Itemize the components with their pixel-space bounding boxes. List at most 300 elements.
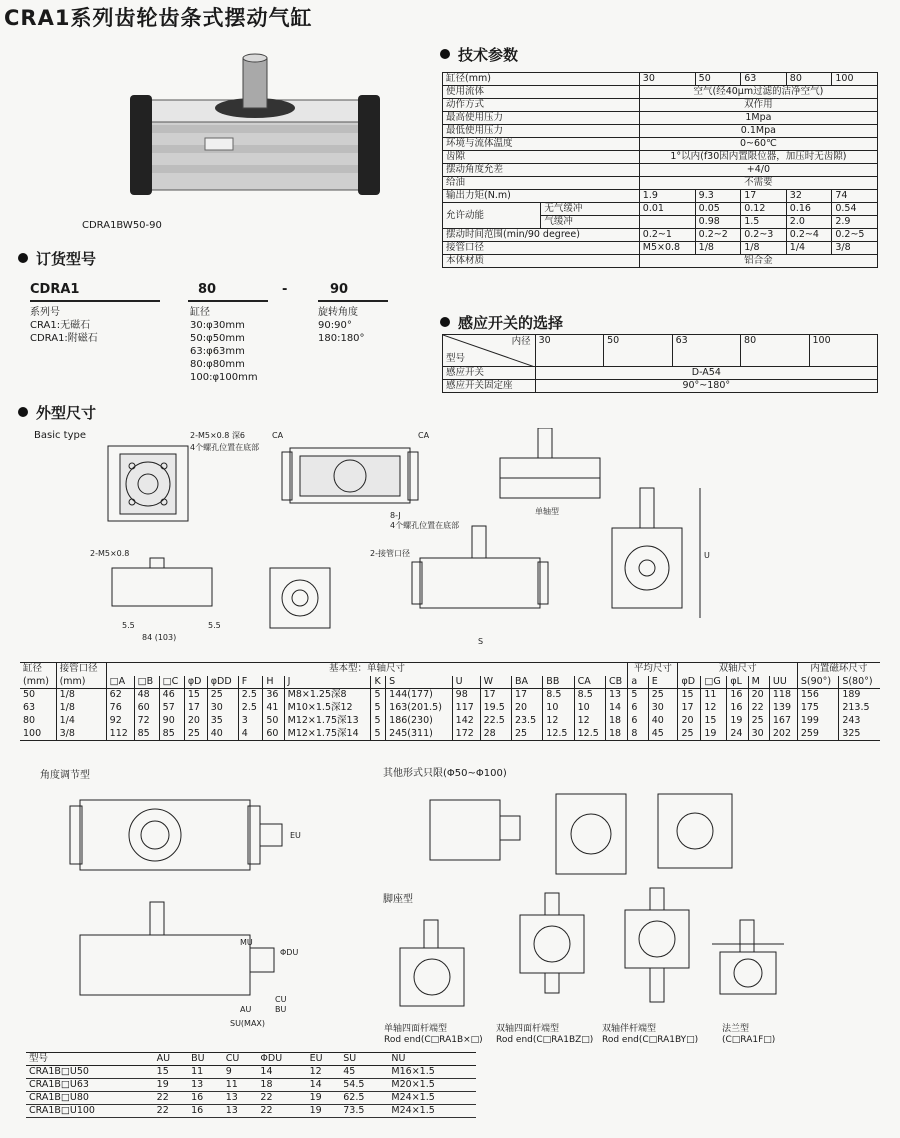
dim-cell: 50: [263, 715, 284, 728]
dim-cell: 8.5: [543, 689, 574, 702]
table-row: [26, 1079, 476, 1092]
dim-cell: 17: [184, 702, 207, 715]
nu-cell: 13: [188, 1079, 223, 1092]
product-photo: [130, 50, 380, 220]
dim-cell: 20: [184, 715, 207, 728]
svg-text:BU: BU: [275, 1005, 287, 1014]
dim-cell: 98: [452, 689, 480, 702]
dim-cell: 20: [678, 715, 701, 728]
tech-cell: 0.54: [832, 203, 878, 216]
dim-unit: (mm): [20, 676, 56, 689]
dim-cell: 245(311): [386, 728, 453, 741]
tech-row: [443, 138, 878, 151]
tech-cell: 0.2~1: [639, 229, 695, 242]
dim-cell: 72: [134, 715, 159, 728]
dim-cell: 85: [134, 728, 159, 741]
nu-cell: 54.5: [340, 1079, 388, 1092]
sensor-row-label: 感应开关: [443, 367, 536, 380]
tech-row-label: 输出力矩(N.m): [443, 190, 640, 203]
svg-text:S: S: [478, 637, 484, 646]
sensor-corner-bottom: 型号: [446, 353, 466, 364]
tech-row: [443, 242, 878, 255]
dim-cell: 112: [106, 728, 134, 741]
tech-row: [443, 151, 878, 164]
svg-text:84 (103): 84 (103): [142, 633, 177, 642]
tech-cell: 1.5: [741, 216, 787, 229]
dim-cell: 1/4: [56, 715, 106, 728]
svg-text:EU: EU: [290, 831, 301, 840]
drawing-label: 单轴型: [535, 507, 559, 516]
caption-text: Rod end(C□RA1BZ□): [496, 1035, 594, 1045]
dim-cell: 18: [605, 728, 627, 741]
tech-row: [443, 177, 878, 190]
dim-cell: 10: [543, 702, 574, 715]
dim-col-header: φD: [678, 676, 701, 689]
tech-sub-label: 无气缓冲: [541, 203, 639, 216]
nu-cell: 13: [223, 1092, 258, 1105]
dim-cell: 17: [511, 689, 542, 702]
dim-col-header: M: [748, 676, 769, 689]
dim-cell: 19.5: [480, 702, 511, 715]
order-text: 30:φ30mm: [190, 320, 245, 331]
section-sensor-label: 感应开关的选择: [458, 314, 564, 332]
tech-row: [443, 190, 878, 203]
tech-cell: 2.9: [832, 216, 878, 229]
sensor-corner-cell: [443, 335, 536, 367]
nu-cell: CRA1B□U50: [26, 1066, 154, 1079]
bullet-icon: [440, 49, 450, 59]
tech-header-cell: 100: [832, 73, 878, 86]
dim-cell: 202: [769, 728, 797, 741]
sensor-table: [442, 334, 878, 393]
tech-row-label: 允许动能: [443, 203, 541, 229]
dim-cell: 30: [748, 728, 769, 741]
tech-header-row: [443, 73, 878, 86]
dim-cell: 156: [797, 689, 838, 702]
nu-header-cell: SU: [340, 1053, 388, 1066]
dim-group-header: 平均尺寸: [628, 663, 678, 676]
tech-row-label: 摆动角度允差: [443, 164, 640, 177]
svg-text:5.5: 5.5: [122, 621, 135, 630]
nu-cell: M24×1.5: [388, 1092, 476, 1105]
dim-cell: 90: [159, 715, 184, 728]
drawing-label: 2-M5×0.8 深6: [190, 431, 246, 440]
tech-row-label: 给油: [443, 177, 640, 190]
order-code-series: CDRA1: [30, 282, 80, 297]
tech-cell: M5×0.8: [639, 242, 695, 255]
tech-row-label: 环境与流体温度: [443, 138, 640, 151]
dim-cell: 243: [839, 715, 880, 728]
tech-row-value: 铝合金: [639, 255, 877, 268]
dim-cell: 172: [452, 728, 480, 741]
sensor-row-value: 90°~180°: [535, 380, 877, 393]
order-code-angle: 90: [330, 282, 349, 297]
tech-row-value: 1°以内(f30因内置限位器，加压时无齿隙): [639, 151, 877, 164]
tech-cell: 1/4: [786, 242, 832, 255]
tech-cell: 0.2~3: [741, 229, 787, 242]
sensor-corner-top: 内径: [511, 336, 531, 347]
tech-cell: 0.2~5: [832, 229, 878, 242]
dim-col-header: E: [648, 676, 678, 689]
page-title: CRA1系列齿轮齿条式摆动气缸: [4, 6, 313, 30]
dim-col-header: a: [628, 676, 648, 689]
order-text: CDRA1:附磁石: [30, 333, 98, 344]
svg-text:ΦDU: ΦDU: [280, 948, 299, 957]
nu-header-cell: BU: [188, 1053, 223, 1066]
caption-text: 双轴四面杆端型: [496, 1024, 560, 1034]
dim-col-header: W: [480, 676, 511, 689]
order-col-angle: [318, 306, 365, 345]
nu-header-cell: AU: [154, 1053, 188, 1066]
photo-caption: CDRA1BW50-90: [82, 220, 162, 231]
nu-cell: 11: [188, 1066, 223, 1079]
section-order: [18, 248, 96, 269]
dim-cell: 35: [207, 715, 238, 728]
dim-cell: 5: [371, 702, 386, 715]
dim-cell: 12: [574, 715, 605, 728]
order-text: 50:φ50mm: [190, 333, 245, 344]
dim-cell: 76: [106, 702, 134, 715]
svg-text:CU: CU: [275, 995, 287, 1004]
nu-cell: 22: [154, 1105, 188, 1118]
order-text: 63:φ63mm: [190, 346, 245, 357]
tech-cell: 1/8: [741, 242, 787, 255]
section-tech: [440, 44, 518, 65]
drawing-label: 2-接管口径: [370, 549, 410, 558]
dim-cell: 186(230): [386, 715, 453, 728]
dim-cell: 118: [769, 689, 797, 702]
tech-cell: [639, 216, 695, 229]
dim-cell: 14: [605, 702, 627, 715]
dim-cell: 5: [371, 689, 386, 702]
nu-cell: 16: [188, 1092, 223, 1105]
nu-cell: 73.5: [340, 1105, 388, 1118]
tech-row: [443, 255, 878, 268]
other-forms-label: 其他形式只限(Φ50~Φ100): [383, 768, 507, 779]
tech-row: [443, 164, 878, 177]
tech-row: [443, 125, 878, 138]
svg-text:U: U: [704, 551, 710, 560]
dim-cell: 6: [628, 715, 648, 728]
nu-cell: 14: [257, 1066, 306, 1079]
dim-cell: M12×1.75深13: [284, 715, 371, 728]
dim-cell: 3/8: [56, 728, 106, 741]
tech-sub-label: 气缓冲: [541, 216, 639, 229]
dim-cell: 325: [839, 728, 880, 741]
tech-cell: 1.9: [639, 190, 695, 203]
dim-group-header: 接管口径: [56, 663, 106, 676]
angle-adjust-label: 角度调节型: [40, 770, 90, 781]
dim-cell: 28: [480, 728, 511, 741]
nu-header-cell: EU: [307, 1053, 341, 1066]
dim-cell: 12: [701, 702, 727, 715]
nu-table: [26, 1052, 476, 1118]
dim-cell: 15: [184, 689, 207, 702]
table-row: [20, 689, 880, 702]
nu-cell: 22: [257, 1105, 306, 1118]
tech-row-value: +4/0: [639, 164, 877, 177]
dim-cell: 117: [452, 702, 480, 715]
dim-col-header: K: [371, 676, 386, 689]
dim-cell: 175: [797, 702, 838, 715]
sensor-row-label: 感应开关固定座: [443, 380, 536, 393]
sensor-row-value: D-A54: [535, 367, 877, 380]
dim-col-header: □B: [134, 676, 159, 689]
svg-text:MU: MU: [240, 938, 253, 947]
svg-text:CA: CA: [272, 431, 284, 440]
dim-col-header: U: [452, 676, 480, 689]
tech-cell: 0.12: [741, 203, 787, 216]
table-row: [26, 1105, 476, 1118]
bullet-icon: [18, 407, 28, 417]
svg-text:CA: CA: [418, 431, 430, 440]
tech-cell: 0.2~4: [786, 229, 832, 242]
dim-col-header: CB: [605, 676, 627, 689]
dim-cell: 25: [748, 715, 769, 728]
tech-cell: 1/8: [695, 242, 741, 255]
dim-cell: 85: [159, 728, 184, 741]
tech-table: [442, 72, 878, 268]
tech-row: [443, 229, 878, 242]
dim-cell: 15: [678, 689, 701, 702]
dim-cell: M8×1.25深8: [284, 689, 371, 702]
dim-col-header: J: [284, 676, 371, 689]
tech-cell: 0.05: [695, 203, 741, 216]
caption-text: Rod end(C□RA1B×□): [384, 1035, 483, 1045]
dim-cell: 25: [511, 728, 542, 741]
bullet-icon: [18, 253, 28, 263]
dim-cell: 12.5: [574, 728, 605, 741]
order-code-dash: -: [282, 282, 288, 297]
table-row: [26, 1066, 476, 1079]
dim-cell: 199: [797, 715, 838, 728]
dim-header-row: [20, 676, 880, 689]
dim-cell: 11: [701, 689, 727, 702]
dim-cell: 46: [159, 689, 184, 702]
dim-cell: 163(201.5): [386, 702, 453, 715]
dim-cell: 259: [797, 728, 838, 741]
dim-cell: 3: [238, 715, 263, 728]
tech-row-value: 0~60℃: [639, 138, 877, 151]
dim-cell: 30: [207, 702, 238, 715]
dim-cell: 2.5: [238, 689, 263, 702]
order-col-bore: [190, 306, 258, 384]
dim-cell: 16: [727, 689, 748, 702]
sensor-col: 50: [604, 335, 672, 367]
dim-cell: 139: [769, 702, 797, 715]
dim-cell: 13: [605, 689, 627, 702]
dim-col-header: φD: [184, 676, 207, 689]
section-dims-label: 外型尺寸: [36, 404, 97, 422]
dim-cell: 6: [628, 702, 648, 715]
tech-row-value: 空气(经40μm过滤的洁净空气): [639, 86, 877, 99]
section-order-label: 订货型号: [36, 250, 97, 268]
dim-cell: 5: [628, 689, 648, 702]
dim-cell: 57: [159, 702, 184, 715]
dim-cell: 16: [727, 702, 748, 715]
svg-text:SU(MAX): SU(MAX): [230, 1019, 266, 1028]
dim-col-header: F: [238, 676, 263, 689]
dim-unit: (mm): [56, 676, 106, 689]
dim-cell: 25: [648, 689, 678, 702]
dim-col-header: φDD: [207, 676, 238, 689]
tech-cell: 17: [741, 190, 787, 203]
dim-cell: 48: [134, 689, 159, 702]
tech-cell: 9.3: [695, 190, 741, 203]
dim-group-header: 缸径: [20, 663, 56, 676]
nu-header-row: [26, 1053, 476, 1066]
tech-row-value: 双作用: [639, 99, 877, 112]
dim-cell: 23.5: [511, 715, 542, 728]
tech-row: [443, 99, 878, 112]
dim-cell: 12: [543, 715, 574, 728]
tech-cell: 0.01: [639, 203, 695, 216]
technical-drawing-basic: [90, 428, 770, 658]
order-text: 缸径: [190, 307, 210, 318]
tech-row-value: 0.1Mpa: [639, 125, 877, 138]
order-text: 80:φ80mm: [190, 359, 245, 370]
order-col-series: [30, 306, 98, 345]
foot-type-label: 脚座型: [383, 894, 413, 905]
dim-col-header: □G: [701, 676, 727, 689]
tech-row-value: 不需要: [639, 177, 877, 190]
dim-cell: 1/8: [56, 689, 106, 702]
tech-row: [443, 86, 878, 99]
dimension-table: [20, 662, 880, 741]
dim-cell: 45: [648, 728, 678, 741]
dim-cell: 213.5: [839, 702, 880, 715]
dim-cell: 2.5: [238, 702, 263, 715]
dim-cell: 63: [23, 702, 36, 713]
dim-group-header: 双轴尺寸: [678, 663, 797, 676]
sensor-col: 30: [535, 335, 603, 367]
dim-col-header: φL: [727, 676, 748, 689]
nu-header-cell: NU: [388, 1053, 476, 1066]
dim-cell: 24: [727, 728, 748, 741]
nu-cell: CRA1B□U63: [26, 1079, 154, 1092]
dim-group-header: 基本型：单轴尺寸: [106, 663, 628, 676]
nu-header-cell: CU: [223, 1053, 258, 1066]
nu-cell: 62.5: [340, 1092, 388, 1105]
technical-drawing-variants: [40, 780, 880, 1030]
tech-header-cell: 80: [786, 73, 832, 86]
dim-col-header: □C: [159, 676, 184, 689]
dim-cell: M12×1.75深14: [284, 728, 371, 741]
dim-cell: M10×1.5深12: [284, 702, 371, 715]
order-code-bore: 80: [198, 282, 217, 297]
dim-cell: 100: [20, 728, 56, 741]
order-text: 100:φ100mm: [190, 372, 258, 383]
tech-cell: 0.98: [695, 216, 741, 229]
nu-cell: 45: [340, 1066, 388, 1079]
order-text: 180:180°: [318, 333, 365, 344]
dim-cell: 25: [678, 728, 701, 741]
nu-cell: 15: [154, 1066, 188, 1079]
order-text: 90:90°: [318, 320, 352, 331]
nu-cell: CRA1B□U80: [26, 1092, 154, 1105]
dim-cell: 30: [648, 702, 678, 715]
sensor-col: 100: [809, 335, 878, 367]
dim-col-header: BA: [511, 676, 542, 689]
sensor-col: 63: [672, 335, 740, 367]
dim-cell: 15: [701, 715, 727, 728]
order-text: 旋转角度: [318, 307, 358, 318]
sensor-col: 80: [741, 335, 809, 367]
caption-text: 单轴四面杆端型: [384, 1024, 448, 1034]
dim-col-header: S(80°): [839, 676, 880, 689]
caption-double-half: [602, 1024, 698, 1046]
dim-col-header: CA: [574, 676, 605, 689]
tech-cell: 0.16: [786, 203, 832, 216]
tech-row-label: 动作方式: [443, 99, 640, 112]
dim-cell: 36: [263, 689, 284, 702]
nu-cell: 22: [257, 1092, 306, 1105]
dim-col-header: H: [263, 676, 284, 689]
dim-cell: 144(177): [386, 689, 453, 702]
table-row: [20, 702, 880, 715]
dim-cell: 17: [678, 702, 701, 715]
tech-cell: 0.2~2: [695, 229, 741, 242]
nu-cell: 18: [257, 1079, 306, 1092]
dim-cell: 25: [184, 728, 207, 741]
tech-row-value: 1Mpa: [639, 112, 877, 125]
dim-col-header: □A: [106, 676, 134, 689]
caption-text: 双轴伴杆端型: [602, 1024, 657, 1034]
nu-cell: 22: [154, 1092, 188, 1105]
tech-cell: 2.0: [786, 216, 832, 229]
nu-cell: 14: [307, 1079, 341, 1092]
dim-cell: 19: [701, 728, 727, 741]
dim-group-header: 内置磁环尺寸: [797, 663, 880, 676]
nu-cell: 19: [307, 1105, 341, 1118]
dim-cell: 18: [605, 715, 627, 728]
caption-text: Rod end(C□RA1BY□): [602, 1035, 699, 1045]
tech-cell: 3/8: [832, 242, 878, 255]
dim-cell: 189: [839, 689, 880, 702]
dim-cell: 60: [263, 728, 284, 741]
nu-cell: 13: [223, 1105, 258, 1118]
basic-type-label: Basic type: [34, 430, 86, 441]
drawing-label: 8-J: [390, 511, 401, 520]
nu-cell: M20×1.5: [388, 1079, 476, 1092]
dim-cell: 20: [511, 702, 542, 715]
order-text: CRA1:无磁石: [30, 320, 91, 331]
tech-row-label: 接管口径: [443, 242, 640, 255]
tech-header-cell: 63: [741, 73, 787, 86]
divider: [318, 300, 388, 302]
dim-cell: 17: [480, 689, 511, 702]
dim-col-header: BB: [543, 676, 574, 689]
dim-cell: 60: [134, 702, 159, 715]
tech-header-cell: 缸径(mm): [443, 73, 640, 86]
dim-cell: 80: [23, 715, 36, 726]
bullet-icon: [440, 317, 450, 327]
section-sensor: [440, 312, 563, 333]
drawing-label: 4个螺孔位置在底部: [190, 443, 260, 452]
dim-cell: 167: [769, 715, 797, 728]
tech-cell: 32: [786, 190, 832, 203]
dim-cell: 92: [106, 715, 134, 728]
tech-row-label: 最低使用压力: [443, 125, 640, 138]
dim-cell: 8.5: [574, 689, 605, 702]
dim-cell: 19: [727, 715, 748, 728]
dim-cell: 22: [748, 702, 769, 715]
nu-cell: 16: [188, 1105, 223, 1118]
nu-cell: 9: [223, 1066, 258, 1079]
caption-text: (C□RA1F□): [722, 1035, 776, 1045]
dim-cell: 40: [207, 728, 238, 741]
dim-header-row: [20, 663, 880, 676]
